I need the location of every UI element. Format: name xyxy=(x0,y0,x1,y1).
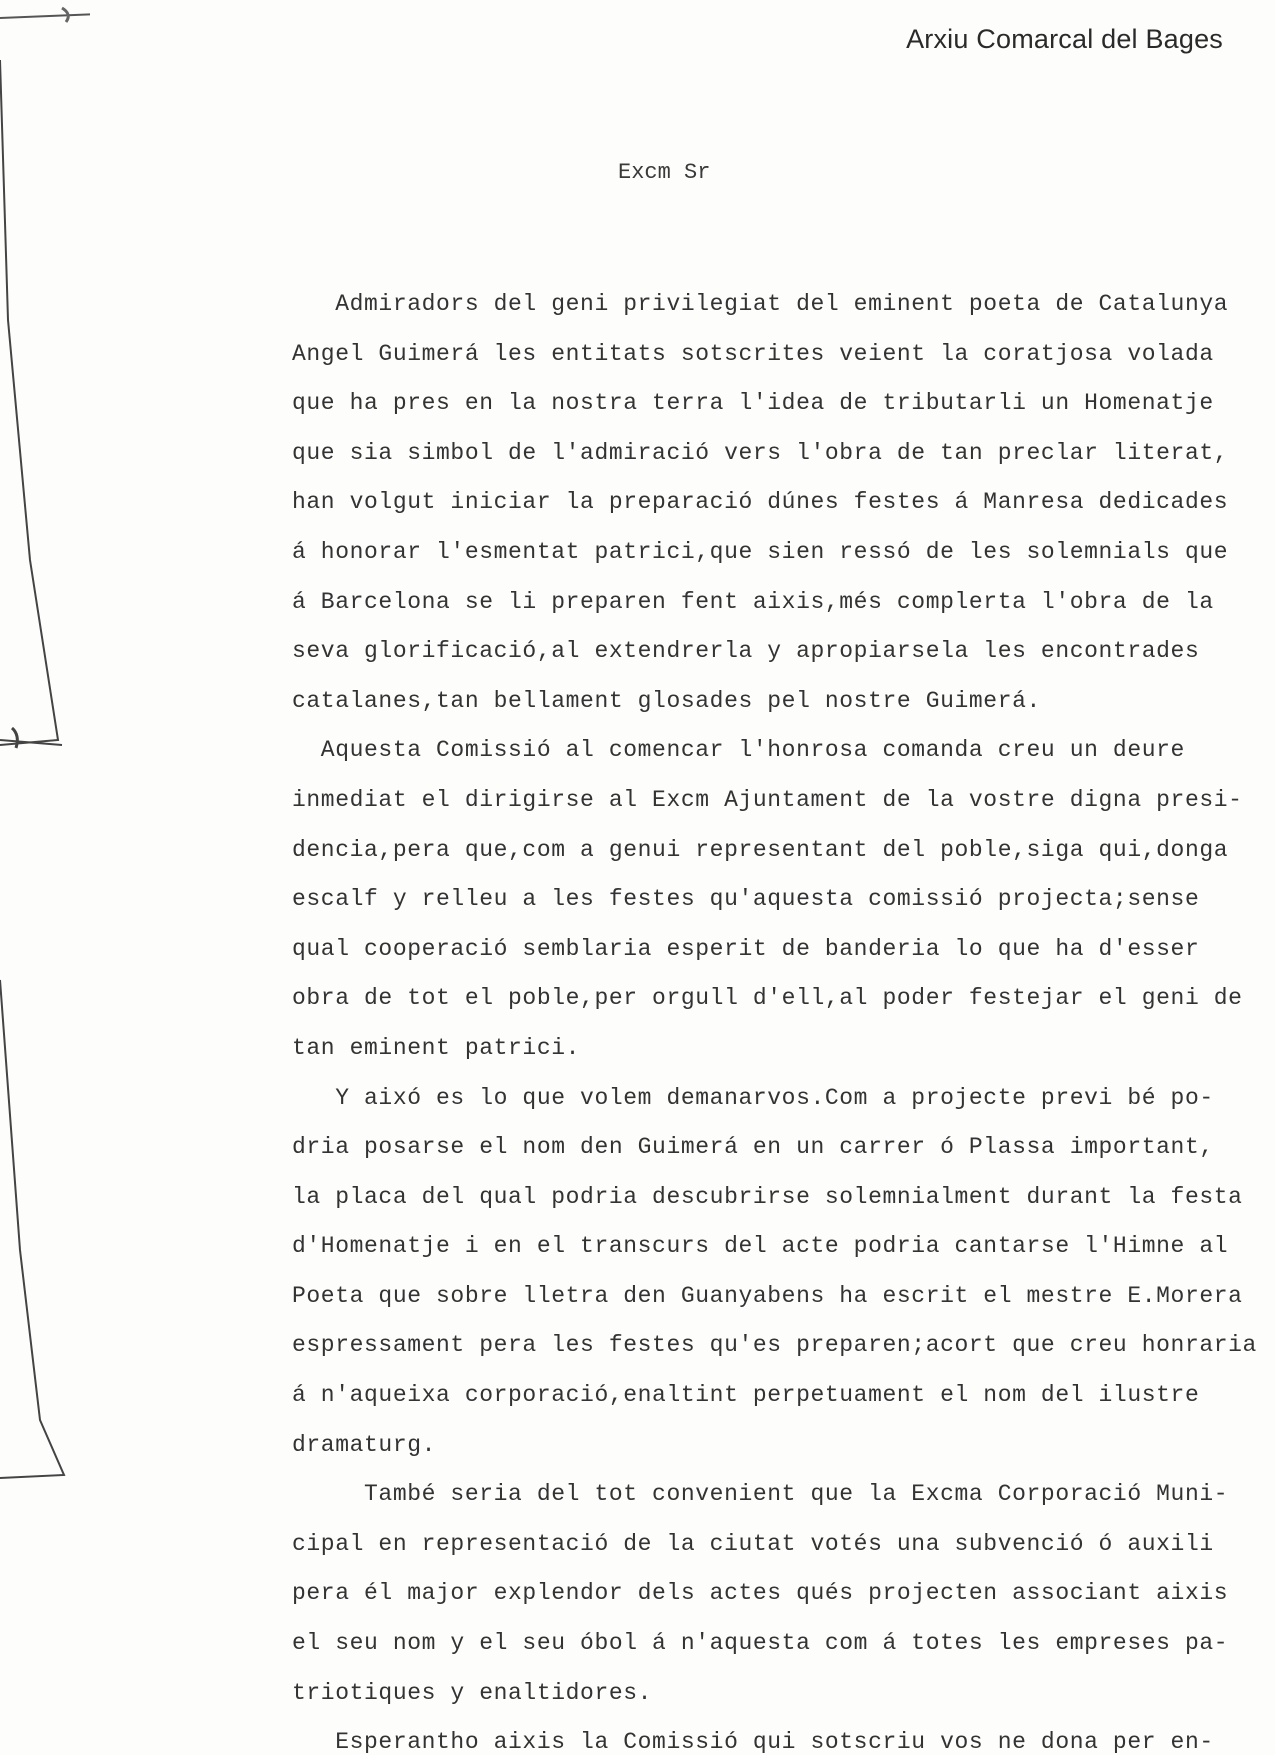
paragraph-4 xyxy=(292,1470,1272,1718)
text-line: tan eminent patrici. xyxy=(292,1034,581,1061)
text-line: pera él major explendor dels actes qués projecten associant aixis xyxy=(292,1580,1229,1607)
text-line: que ha pres en la nostra terra l'idea de tributarli un Homenatje xyxy=(292,390,1214,417)
text-line: qual cooperació semblaria esperit de banderia lo que ha d'esser xyxy=(292,935,1200,962)
text-line: á n'aqueixa corporació,enaltint perpetuament el nom del ilustre xyxy=(292,1382,1200,1409)
text-line: Angel Guimerá les entitats sotscrites veient la coratjosa volada xyxy=(292,340,1214,367)
text-line: han volgut iniciar la preparació dúnes festes á Manresa dedicades xyxy=(292,489,1229,516)
text-line: inmediat el dirigirse al Excm Ajuntament de la vostre digna presi- xyxy=(292,786,1243,813)
text-line: d'Homenatje i en el transcurs del acte podria cantarse l'Himne al xyxy=(292,1233,1229,1260)
paragraph-5 xyxy=(292,1718,1272,1755)
text-line: També seria del tot convenient que la Excma Corporació Muni- xyxy=(292,1481,1229,1508)
letter-body xyxy=(292,280,1272,1755)
text-line: seva glorificació,al extendrerla y apropiarsela les encontrades xyxy=(292,638,1200,665)
text-line: dria posarse el nom den Guimerá en un carrer ó Plassa important, xyxy=(292,1134,1214,1161)
text-line: cipal en representació de la ciutat votés una subvenció ó auxili xyxy=(292,1530,1214,1557)
text-line: dramaturg. xyxy=(292,1431,437,1458)
text-line: el seu nom y el seu óbol á n'aquesta com á totes les empreses pa- xyxy=(292,1630,1229,1657)
text-line: Poeta que sobre lletra den Guanyabens ha escrit el mestre E.Morera xyxy=(292,1282,1243,1309)
text-line: la placa del qual podria descubrirse solemnialment durant la festa xyxy=(292,1183,1243,1210)
text-line: Admiradors del geni privilegiat del eminent poeta de Catalunya xyxy=(292,291,1229,317)
archive-label: Arxiu Comarcal del Bages xyxy=(906,24,1223,54)
text-line: á Barcelona se li preparen fent aixis,més complerta l'obra de la xyxy=(292,588,1214,615)
text-line: triotiques y enaltidores. xyxy=(292,1679,653,1706)
text-line: escalf y relleu a les festes qu'aquesta comissió projecta;sense xyxy=(292,886,1200,913)
text-line: Y aixó es lo que volem demanarvos.Com a projecte previ bé po- xyxy=(292,1084,1214,1111)
text-line: dencia,pera que,com a genui representant del poble,siga qui,donga xyxy=(292,836,1229,863)
text-line: Esperantho aixis la Comissió qui sotscriu vos ne dona per en- xyxy=(292,1729,1214,1755)
paragraph-3 xyxy=(292,1074,1272,1471)
salutation: Excm Sr xyxy=(618,160,711,185)
text-line: Aquesta Comissió al comencar l'honrosa comanda creu un deure xyxy=(292,737,1185,764)
text-line: catalanes,tan bellament glosades pel nostre Guimerá. xyxy=(292,687,1041,714)
text-line: que sia simbol de l'admiració vers l'obra de tan preclar literat, xyxy=(292,439,1229,466)
paragraph-1 xyxy=(292,280,1272,726)
text-line: espressament pera les festes qu'es preparen;acort que creu honraria xyxy=(292,1332,1257,1359)
text-line: á honorar l'esmentat patrici,que sien ressó de les solemnials que xyxy=(292,538,1229,565)
binding-string-illustration xyxy=(0,0,90,1755)
paragraph-2 xyxy=(292,726,1272,1073)
text-line: obra de tot el poble,per orgull d'ell,al poder festejar el geni de xyxy=(292,985,1243,1012)
